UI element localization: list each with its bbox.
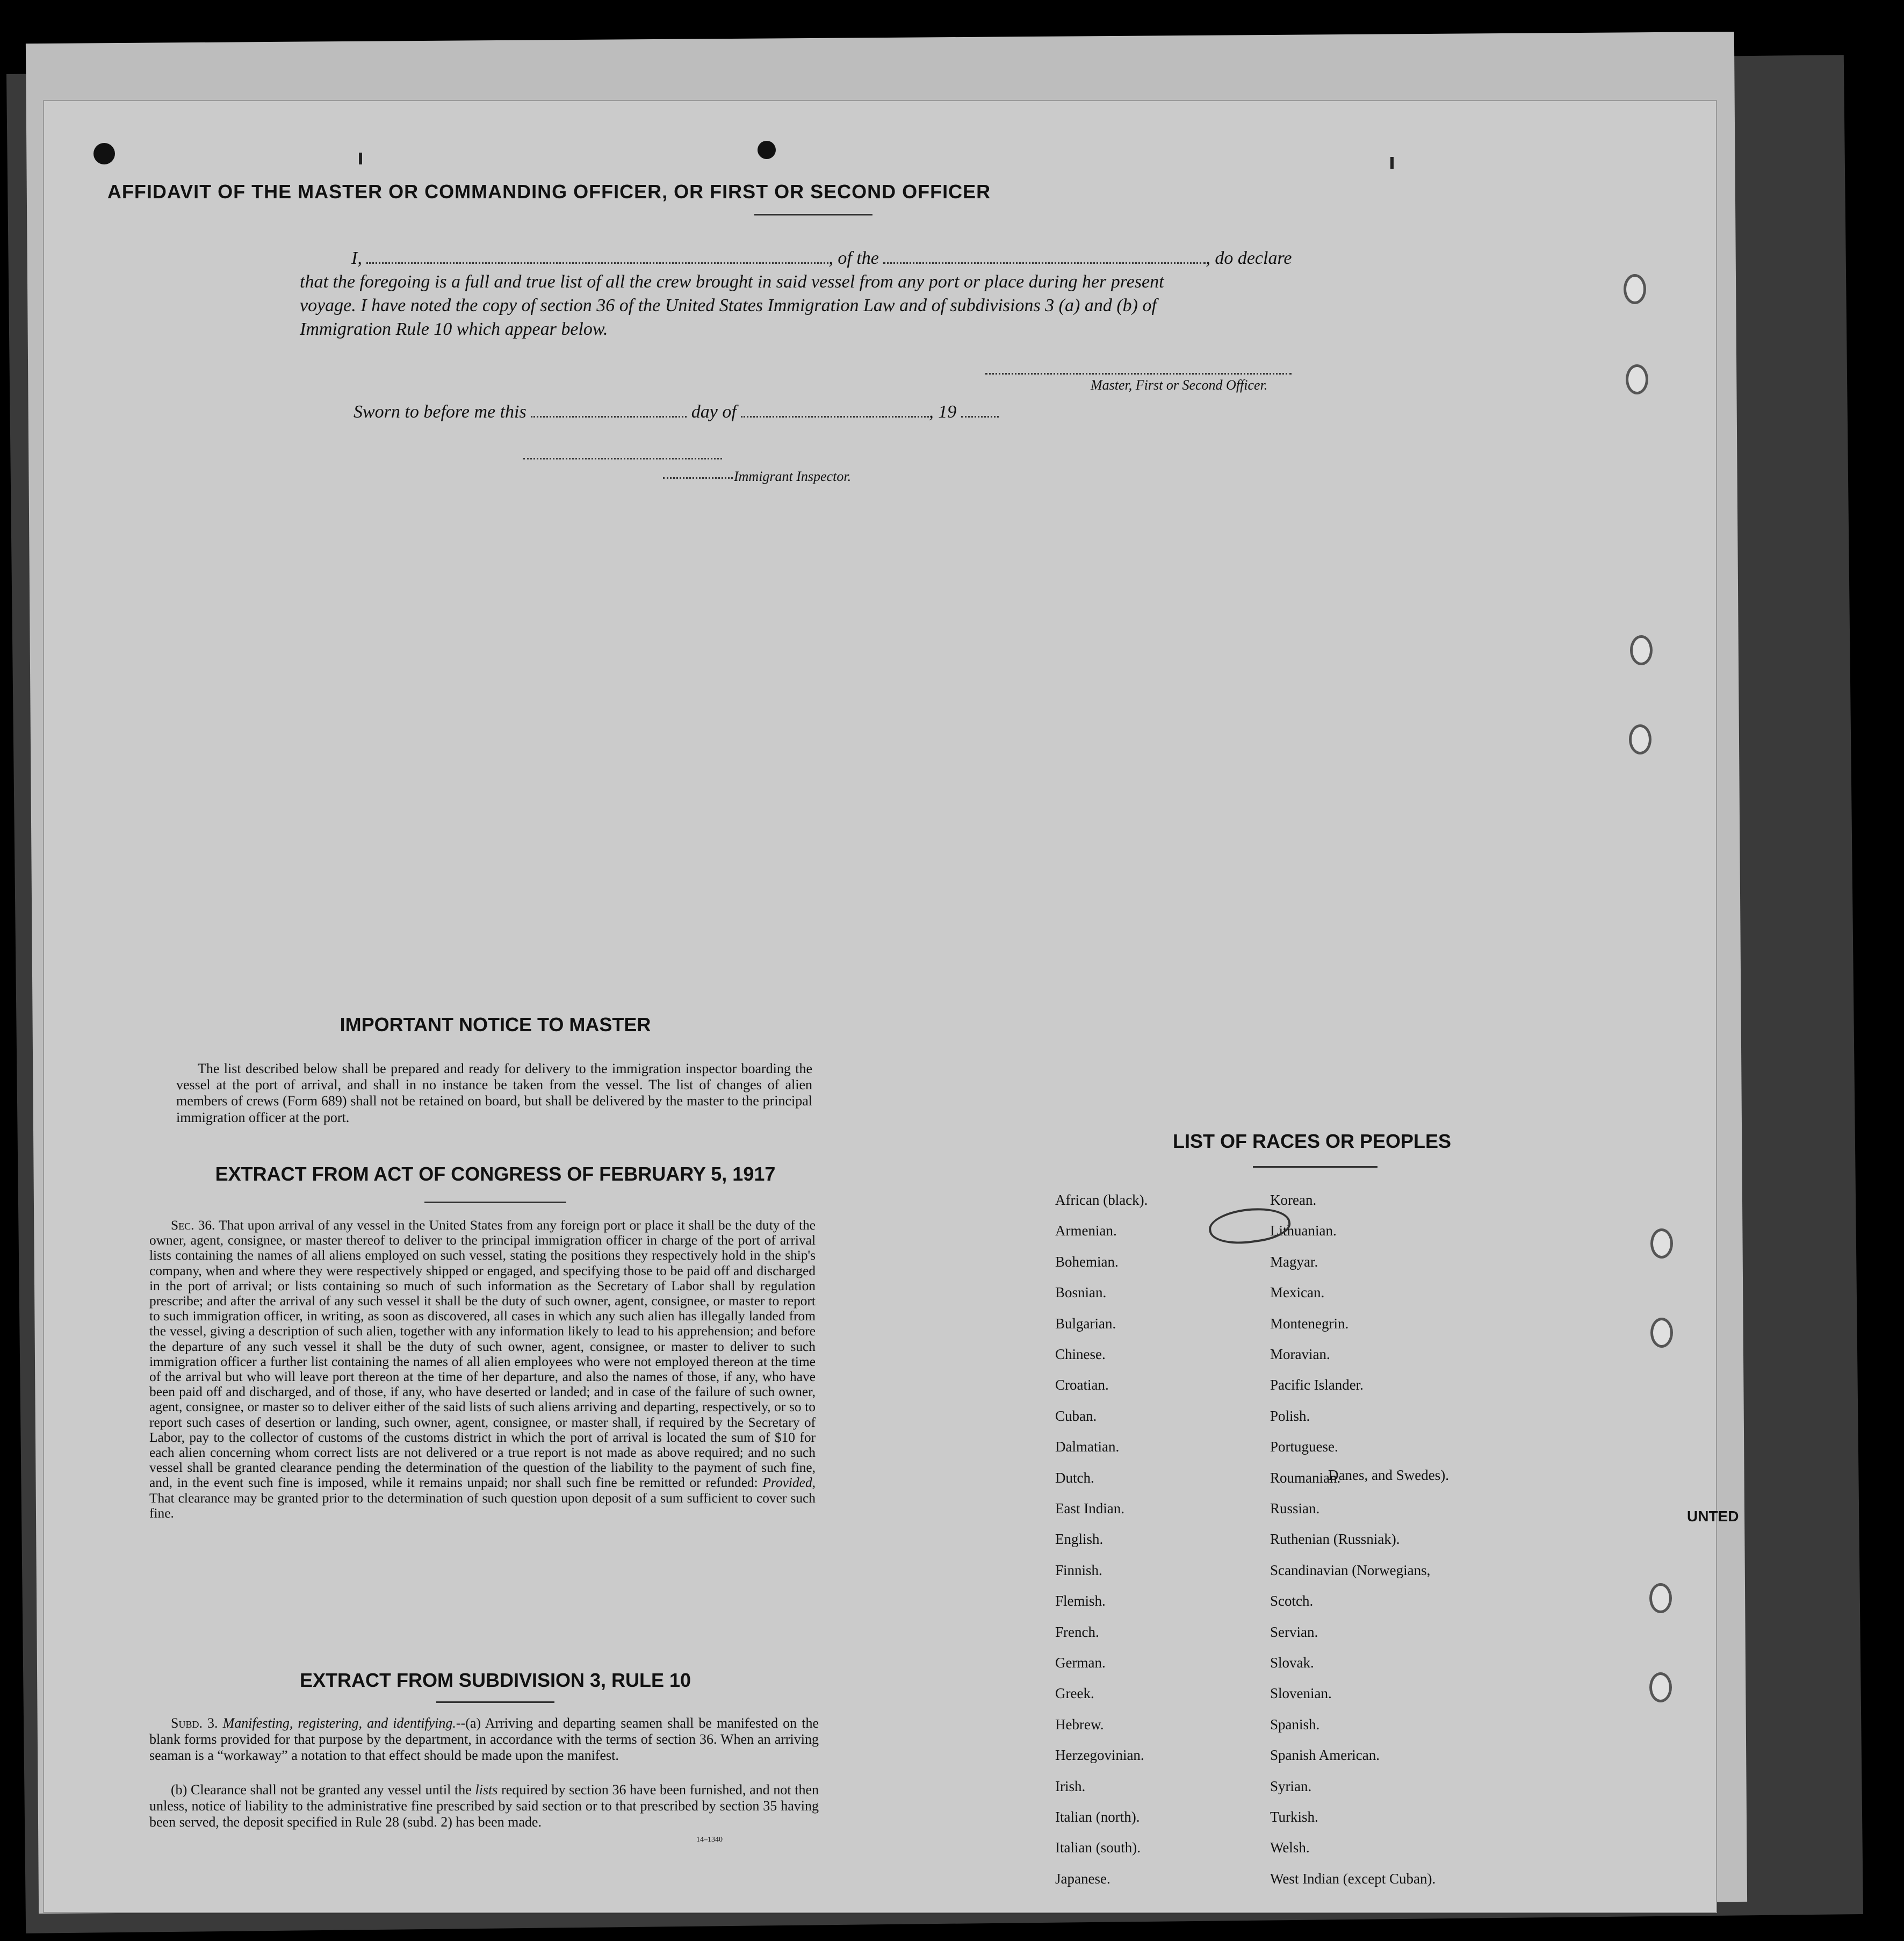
race-item: Moravian. [1270, 1346, 1330, 1362]
race-item: English. [1055, 1531, 1104, 1548]
affidavit-declare: , do declare [1206, 248, 1292, 268]
rule-heading: EXTRACT FROM SUBDIVISION 3, RULE 10 [299, 1669, 691, 1691]
notice-heading: IMPORTANT NOTICE TO MASTER [340, 1013, 651, 1036]
act-rule [424, 1202, 566, 1203]
affidavit-of-the: , of the [828, 248, 879, 268]
pin-mark-icon [1390, 157, 1394, 169]
race-item: German. [1055, 1655, 1106, 1671]
act-body-end: That clearance may be granted prior to the determination of such question upon deposit of a sum sufficient to cover such fine. [149, 1490, 816, 1521]
race-item: African (black). [1055, 1192, 1148, 1208]
affidavit-title: AFFIDAVIT OF THE MASTER OR COMMANDING OFFICER, OR FIRST OR SECOND OFFICER [107, 181, 991, 203]
race-item: Ruthenian (Russniak). [1270, 1531, 1400, 1548]
race-item: Slovak. [1270, 1655, 1314, 1671]
race-item: Montenegrin. [1270, 1315, 1349, 1332]
binder-hole-icon [1649, 1672, 1672, 1702]
race-item: Dutch. [1055, 1469, 1094, 1486]
race-item: Bohemian. [1055, 1253, 1119, 1270]
day-of-text: day of [691, 402, 737, 422]
inspector-signature-line-2 [663, 477, 733, 479]
race-item: Magyar. [1270, 1253, 1318, 1270]
binder-hole-icon [1650, 1228, 1673, 1259]
race-item: Spanish. [1270, 1716, 1320, 1732]
inspector-signature-line [523, 458, 722, 459]
rule-para-a-text: --(a) Arriving and departing seamen shall be manifested on the blank forms provided for that purpose by the department, in accordance with the terms of section 36. When an arriving seaman is a “workaway” a notation to that effect should be made upon the manifest. [149, 1715, 819, 1764]
sec-label: Sec. 36. [171, 1218, 215, 1233]
lists-word: lists [475, 1782, 498, 1798]
race-item: Russian. [1270, 1500, 1320, 1516]
vessel-blank [883, 251, 1206, 264]
binder-hole-icon [1629, 724, 1651, 754]
sworn-text: Sworn to before me this [354, 402, 527, 422]
act-heading: EXTRACT FROM ACT OF CONGRESS OF FEBRUARY 5, 1917 [215, 1163, 776, 1185]
month-blank [741, 405, 929, 418]
binder-hole-icon [1649, 1583, 1672, 1613]
subd-label: Subd. 3. [171, 1715, 218, 1731]
race-item: Cuban. [1055, 1407, 1097, 1424]
race-item: Irish. [1055, 1778, 1086, 1794]
binder-hole-icon [1624, 274, 1646, 304]
year-blank [961, 405, 999, 418]
race-item: Croatian. [1055, 1377, 1109, 1393]
master-caption: Master, First or Second Officer. [1091, 377, 1268, 393]
race-item: Roumanian. [1270, 1469, 1341, 1486]
race-item: Bulgarian. [1055, 1315, 1116, 1332]
race-item: Flemish. [1055, 1593, 1106, 1609]
form-number: 14–1340 [696, 1836, 723, 1844]
rule-para-a [149, 1715, 819, 1764]
race-item: Greek. [1055, 1685, 1094, 1702]
provided-word: Provided, [762, 1475, 816, 1491]
race-item: Dalmatian. [1055, 1439, 1120, 1455]
affidavit-declaration-line [351, 248, 1292, 269]
race-item: French. [1055, 1623, 1099, 1640]
year-text: , 19 [929, 402, 957, 422]
binder-hole-icon [1650, 1318, 1673, 1348]
race-item: Polish. [1270, 1407, 1310, 1424]
race-item: Scotch. [1270, 1593, 1314, 1609]
race-item: Herzegovinian. [1055, 1747, 1144, 1764]
ink-blot-icon [1207, 1203, 1292, 1249]
title-rule [754, 214, 872, 215]
race-item: Bosnian. [1055, 1284, 1107, 1301]
race-item: Scandinavian (Norwegians, [1270, 1562, 1431, 1578]
stamp-text: UNTED [1687, 1508, 1739, 1525]
rule-para-b [149, 1782, 819, 1831]
race-item: Portuguese. [1270, 1439, 1338, 1455]
rule-rule [436, 1701, 554, 1703]
race-item: Chinese. [1055, 1346, 1106, 1362]
sworn-line [354, 402, 999, 422]
races-rule [1253, 1166, 1377, 1168]
races-title: LIST OF RACES OR PEOPLES [1172, 1130, 1452, 1152]
act-body: That upon arrival of any vessel in the United States from any foreign port or place it shall be the duty of the owner, agent, consignee, or master thereof to deliver to the principal immigration officer in charge of the port of arrival lists containing the names of all aliens employed on such vessel, stating the positions they respectively hold in the ship's company, when and where they were respectively shipped or engaged, and specifying those to be paid off and discharged in the port of arrival; or lists containing so much of such information as the Secretary of Labor shall by regulation prescribe; and after the arrival of any such vessel it shall be the duty of such owner, agent, consignee, or master to report to such immigration officer, in writing, as soon as discovered, all cases in which any such alien has illegally landed from the vessel, giving a description of such alien, together with any information likely to lead to his apprehension; and before the departure of any such vessel it shall be the duty of such owner, agent, consignee, or master to deliver to such immigration officer a further list containing the names of all alien employees who were not employed thereon at the time of the arrival but who will leave port thereon at the time of her departure, and also the names of those, if any, who have been paid off and discharged, and of those, if any, who have deserted or landed; and in case of the failure of such owner, agent, consignee, or master so to deliver either of the said lists of such aliens arriving and departing, respectively, or so to report such cases of desertion or landing, such owner, agent, consignee, or master shall, if required by the Secretary of Labor, pay to the collector of customs of the customs district in which the port of arrival is located the sum of $10 for each alien concerning whom correct lists are not delivered or a true report is not made as above required; and no such vessel shall be granted clearance pending the determination of the question of the liability to the payment of such fine, and, in the event such fine is imposed, while it remains unpaid; nor shall such fine be remitted or refunded: [149, 1218, 816, 1491]
race-item: Turkish. [1270, 1809, 1318, 1825]
name-blank [366, 251, 828, 264]
race-item: Hebrew. [1055, 1716, 1104, 1732]
race-item: Korean. [1270, 1192, 1317, 1208]
day-blank [531, 405, 687, 418]
race-item: Welsh. [1270, 1839, 1310, 1856]
race-item: Lithuanian. [1270, 1223, 1337, 1239]
notice-text: The list described below shall be prepared and ready for delivery to the immigration inspector boarding the vessel at the port of arrival, and shall in no instance be taken from the vessel. The list of changes of alien members of crews (Form 689) shall not be retained on board, but shall be delivered by the master to the principal immigration officer at the port. [176, 1061, 812, 1125]
affidavit-line-3: voyage. I have noted the copy of section 36 of the United States Immigration Law and of subdivisions 3 (a) and (b) of [300, 296, 1157, 315]
affidavit-line-4: Immigration Rule 10 which appear below. [300, 319, 608, 339]
act-text [149, 1218, 816, 1521]
race-item: East Indian. [1055, 1500, 1124, 1516]
binder-hole-icon [1630, 635, 1653, 665]
race-item: West Indian (except Cuban). [1270, 1870, 1436, 1887]
race-item: Spanish American. [1270, 1747, 1380, 1764]
race-item: Armenian. [1055, 1223, 1117, 1239]
subd-title: Manifesting, registering, and identifying. [222, 1715, 456, 1731]
race-item: Mexican. [1270, 1284, 1325, 1301]
race-item: Slovenian. [1270, 1685, 1332, 1702]
inspector-caption: Immigrant Inspector. [734, 469, 852, 484]
punch-hole-icon [93, 143, 115, 164]
race-scandinavian-cont: Danes, and Swedes). [1328, 1467, 1449, 1483]
rule-para-b-text: required by section 36 have been furnished, and not then unless, notice of liability to the administrative fine prescribed by said section or to that prescribed by section 35 having been served, the deposit specified in Rule 28 (subd. 2) has been made. [149, 1782, 819, 1830]
pin-mark-icon [359, 153, 362, 164]
race-item: Italian (south). [1055, 1839, 1141, 1856]
race-item: Pacific Islander. [1270, 1377, 1364, 1393]
master-signature-line [985, 373, 1292, 375]
affidavit-line-2: that the foregoing is a full and true list of all the crew brought in said vessel from any port or place during her present [300, 272, 1164, 292]
rule-para-b-prefix: (b) Clearance shall not be granted any vessel until the [171, 1782, 472, 1798]
binder-hole-icon [1626, 364, 1648, 394]
race-item: Finnish. [1055, 1562, 1102, 1578]
race-item: Italian (north). [1055, 1809, 1140, 1825]
race-item: Servian. [1270, 1623, 1318, 1640]
affidavit-i: I, [351, 248, 362, 268]
staple-hole-icon [758, 141, 776, 159]
race-item: Syrian. [1270, 1778, 1312, 1794]
race-item: Japanese. [1055, 1870, 1110, 1887]
manifest-page [44, 101, 1716, 1912]
